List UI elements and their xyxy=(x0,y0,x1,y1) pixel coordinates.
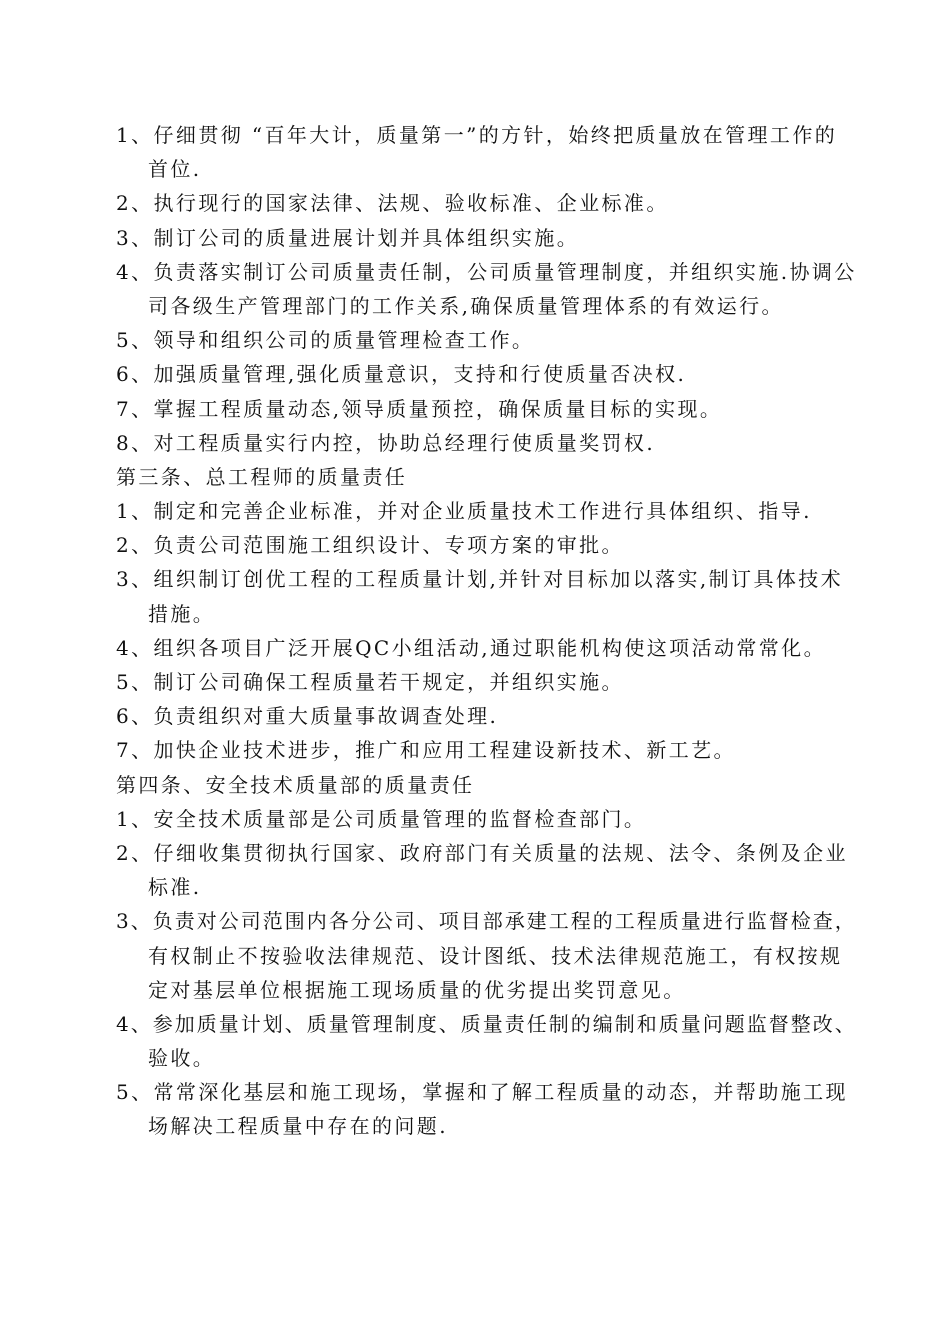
text-line: 5、常常深化基层和施工现场，掌握和了解工程质量的动态，并帮助施工现 xyxy=(116,1080,848,1105)
text-line: 3、制订公司的质量进展计划并具体组织实施。 xyxy=(116,225,580,250)
text-line: 第三条、总工程师的质量责任 xyxy=(116,464,408,489)
text-line-continuation: 定对基层单位根据施工现场质量的优劣提出奖罚意见。 xyxy=(148,977,686,1002)
text-line: 6、负责组织对重大质量事故调查处理. xyxy=(116,704,499,729)
text-line-continuation: 首位. xyxy=(148,157,202,182)
document-body xyxy=(116,118,862,1144)
text-line: 3、组织制订创优工程的工程质量计划,并针对目标加以落实,制订具体技术 xyxy=(116,567,844,592)
text-line: 8、对工程质量实行内控，协助总经理行使质量奖罚权. xyxy=(116,430,656,455)
text-line: 2、仔细收集贯彻执行国家、政府部门有关质量的法规、法令、条例及企业 xyxy=(116,840,848,865)
text-line: 1、安全技术质量部是公司质量管理的监督检查部门。 xyxy=(116,806,647,831)
text-line-continuation: 场解决工程质量中存在的问题. xyxy=(148,1114,448,1139)
text-line: 3、负责对公司范围内各分公司、项目部承建工程的工程质量进行监督检查， xyxy=(116,909,857,934)
text-line: 1、仔细贯彻 “百年大计，质量第一”的方针，始终把质量放在管理工作的 xyxy=(116,123,838,147)
text-line-continuation: 有权制止不按验收法律规范、设计图纸、技术法律规范施工，有权按规 xyxy=(148,943,843,968)
text-line: 5、领导和组织公司的质量管理检查工作。 xyxy=(116,328,535,353)
text-line: 6、加强质量管理,强化质量意识，支持和行使质量否决权. xyxy=(116,362,687,387)
text-line-continuation: 措施。 xyxy=(148,601,216,626)
text-line: 第四条、安全技术质量部的质量责任 xyxy=(116,772,475,797)
text-line: 5、制订公司确保工程质量若干规定，并组织实施。 xyxy=(116,670,624,694)
text-line: 7、掌握工程质量动态,领导质量预控，确保质量目标的实现。 xyxy=(116,396,723,421)
text-line-continuation: 验收。 xyxy=(148,1046,216,1071)
text-line: 2、负责公司范围施工组织设计、专项方案的审批。 xyxy=(116,533,624,558)
text-line: 1、制定和完善企业标准，并对企业质量技术工作进行具体组织、指导. xyxy=(116,499,812,524)
text-line: 2、执行现行的国家法律、法规、验收标准、企业标准。 xyxy=(116,191,669,216)
text-line: 4、组织各项目广泛开展QC小组活动,通过职能机构使这项活动常常化。 xyxy=(116,635,826,660)
text-line: 4、参加质量计划、质量管理制度、质量责任制的编制和质量问题监督整改、 xyxy=(116,1011,857,1036)
text-line-continuation: 司各级生产管理部门的工作关系,确保质量管理体系的有效运行。 xyxy=(148,293,784,318)
text-line-continuation: 标准. xyxy=(148,875,202,900)
text-line: 4、负责落实制订公司质量责任制，公司质量管理制度，并组织实施.协调公 xyxy=(116,259,857,284)
text-line: 7、加快企业技术进步，推广和应用工程建设新技术、新工艺。 xyxy=(116,738,736,763)
